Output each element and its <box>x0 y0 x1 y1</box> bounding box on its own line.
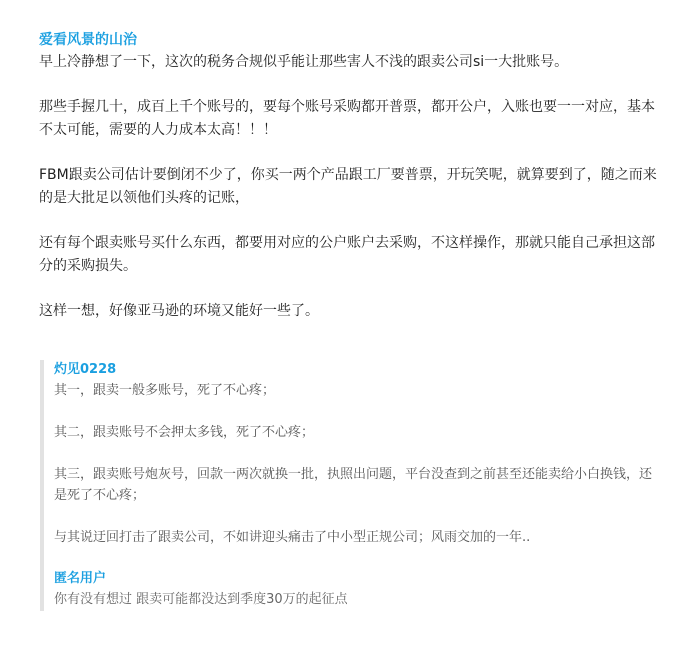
post-paragraph-2: 那些手握几十，成百上千个账号的，要每个账号采购都开普票，都开公户，入账也要一一对应，基本不太可能，需要的人力成本太高！！！ <box>39 99 655 138</box>
quote-paragraph-2: 其二，跟卖账号不会押太多钱，死了不心疼； <box>54 425 315 440</box>
reply-author-name[interactable]: 匿名用户 <box>54 571 107 586</box>
reply-text: 你有没有想过 跟卖可能都没达到季度30万的起征点 <box>54 592 348 607</box>
quote-paragraph-1: 其一，跟卖一般多账号，死了不心疼； <box>54 383 276 398</box>
quote-paragraph-4: 与其说迂回打击了跟卖公司，不如讲迎头痛击了中小型正规公司；风雨交加的一年.. <box>54 530 531 545</box>
post-author-name[interactable]: 爱看风景的山治 <box>39 32 137 48</box>
post-paragraph-1: 早上冷静想了一下，这次的税务合规似乎能让那些害人不浅的跟卖公司si一大批账号。 <box>39 54 569 70</box>
quote-paragraph-3: 其三，跟卖账号炮灰号，回款一两次就换一批，执照出问题，平台没查到之前甚至还能卖给小白换钱，还是死了不心疼； <box>54 467 653 503</box>
post-paragraph-4: 还有每个跟卖账号买什么东西，都要用对应的公户账户去采购，不这样操作，那就只能自己承担这部分的采购损失。 <box>39 235 655 274</box>
post-paragraph-3: FBM跟卖公司估计要倒闭不少了，你买一两个产品跟工厂要普票，开玩笑呢，就算要到了，随之而来的是大批足以领他们头疼的记账， <box>39 167 657 206</box>
comment-post <box>39 29 659 345</box>
quote-author-name[interactable]: 灼见0228 <box>54 362 117 377</box>
post-paragraph-5: 这样一想，好像亚马逊的环境又能好一些了。 <box>39 303 319 319</box>
quoted-reply-block <box>40 360 654 611</box>
